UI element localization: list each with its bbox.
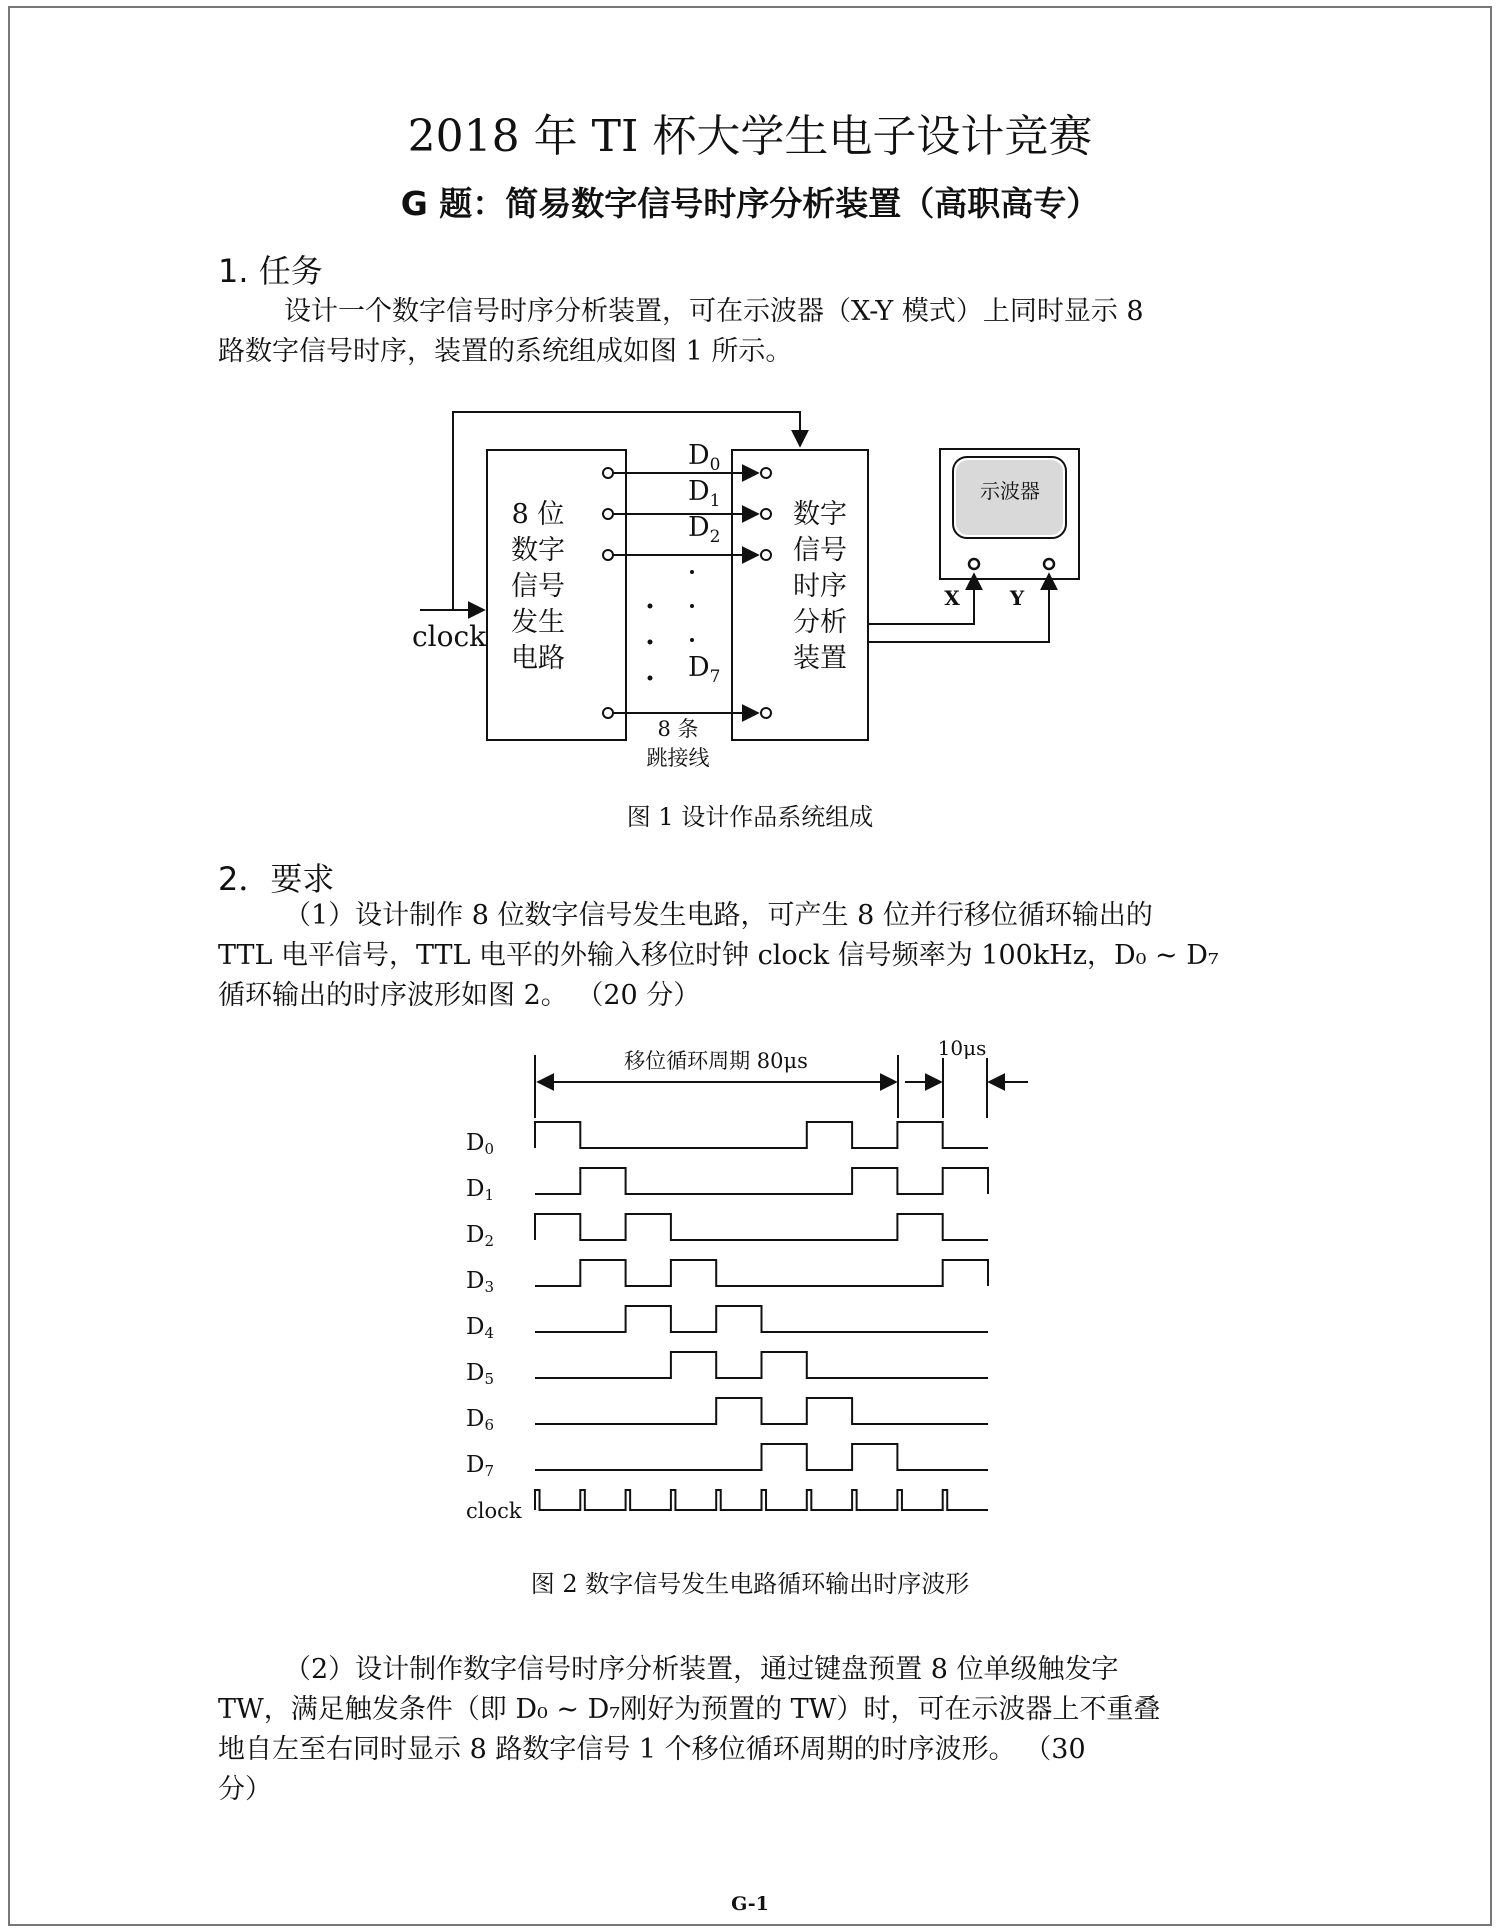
generator-line-5: 电路 <box>511 643 565 674</box>
waveform-d0 <box>535 1122 988 1148</box>
generator-line-2: 数字 <box>511 535 565 566</box>
channel-label-d0: D0 <box>466 1130 494 1158</box>
wire-label-d0: $D_0$ <box>688 440 721 475</box>
channel-label-d5: D5 <box>466 1360 494 1388</box>
clock-wave-label: clock <box>466 1499 522 1523</box>
figure1-caption: 图 1 设计作品系统组成 <box>626 803 874 831</box>
analyzer-line-2: 信号 <box>793 535 847 566</box>
jumper-label-2: 跳接线 <box>646 746 710 770</box>
req1-line-3: 循环输出的时序波形如图 2。 （20 分） <box>218 980 701 1011</box>
section1-line-1: 设计一个数字信号时序分析装置，可在示波器（X-Y 模式）上同时显示 8 <box>284 296 1144 327</box>
channel-label-d2: D2 <box>466 1222 494 1250</box>
generator-label <box>511 499 565 674</box>
req2-line-4: 分） <box>218 1774 272 1805</box>
req2-line-1: （2）设计制作数字信号时序分析装置，通过键盘预置 8 位单级触发字 <box>284 1654 1119 1685</box>
scope-y-label: Y <box>1009 586 1025 610</box>
generator-line-1: 8 位 <box>511 499 565 530</box>
jumper-label-1: 8 条 <box>657 717 699 741</box>
scope-y-terminal <box>1044 559 1054 569</box>
wire-label-d2: $D_2$ <box>688 512 721 547</box>
req2-line-3: 地自左至右同时显示 8 路数字信号 1 个移位循环周期的时序波形。 （30 <box>218 1734 1086 1765</box>
figure1-diagram <box>0 400 1500 800</box>
waveform-d4 <box>535 1306 988 1332</box>
channel-label-d4: D4 <box>466 1314 494 1342</box>
wire-label-d7: $D_7$ <box>688 652 721 687</box>
req2-line-2: TW，满足触发条件（即 D₀ ~ D₇刚好为预置的 TW）时，可在示波器上不重叠 <box>218 1694 1161 1725</box>
section2-heading: 2．要求 <box>218 860 335 898</box>
figure2-timing-diagram <box>0 1030 1500 1530</box>
waveform-d3 <box>535 1260 988 1286</box>
channel-labels <box>466 1130 522 1523</box>
section1-line-2: 路数字信号时序，装置的系统组成如图 1 所示。 <box>218 336 793 367</box>
waveform-clock <box>535 1490 988 1510</box>
waveform-d6 <box>535 1398 988 1424</box>
data-wires <box>603 468 771 718</box>
req1-line-1: （1）设计制作 8 位数字信号发生电路，可产生 8 位并行移位循环输出的 <box>284 900 1153 931</box>
analyzer-line-3: 时序 <box>793 571 847 602</box>
channel-label-d3: D3 <box>466 1268 494 1296</box>
page-number: G-1 <box>731 1893 769 1915</box>
waveform-d2 <box>535 1214 988 1240</box>
req1-line-2: TTL 电平信号，TTL 电平的外输入移位时钟 clock 信号频率为 100kHz，D₀ ~ D₇ <box>218 940 1219 971</box>
doc-title: 2018 年 TI 杯大学生电子设计竞赛 <box>407 111 1093 162</box>
generator-line-4: 发生 <box>511 607 565 638</box>
waveform-d1 <box>535 1168 988 1194</box>
doc-subtitle: G 题：简易数字信号时序分析装置（高职高专） <box>400 184 1100 223</box>
oscilloscope-label: 示波器 <box>980 479 1040 503</box>
clock-label: clock <box>412 620 487 653</box>
period-label: 移位循环周期 80μs <box>624 1049 808 1073</box>
wire-label-d1: $D_1$ <box>688 476 721 511</box>
figure2-caption: 图 2 数字信号发生电路循环输出时序波形 <box>530 1570 970 1598</box>
scope-x-label: X <box>944 586 960 610</box>
channel-label-d6: D6 <box>466 1406 494 1434</box>
waveforms <box>535 1122 988 1510</box>
analyzer-line-5: 装置 <box>793 643 847 674</box>
channel-label-d7: D7 <box>466 1452 494 1480</box>
waveform-d7 <box>535 1444 988 1470</box>
step-label: 10μs <box>937 1036 987 1060</box>
generator-line-3: 信号 <box>511 571 565 602</box>
analyzer-label <box>793 499 847 674</box>
analyzer-line-1: 数字 <box>793 499 847 530</box>
waveform-d5 <box>535 1352 988 1378</box>
scope-x-terminal <box>969 559 979 569</box>
channel-label-d1: D1 <box>466 1176 494 1204</box>
analyzer-line-4: 分析 <box>793 607 847 638</box>
section1-heading: 1. 任务 <box>218 252 323 290</box>
